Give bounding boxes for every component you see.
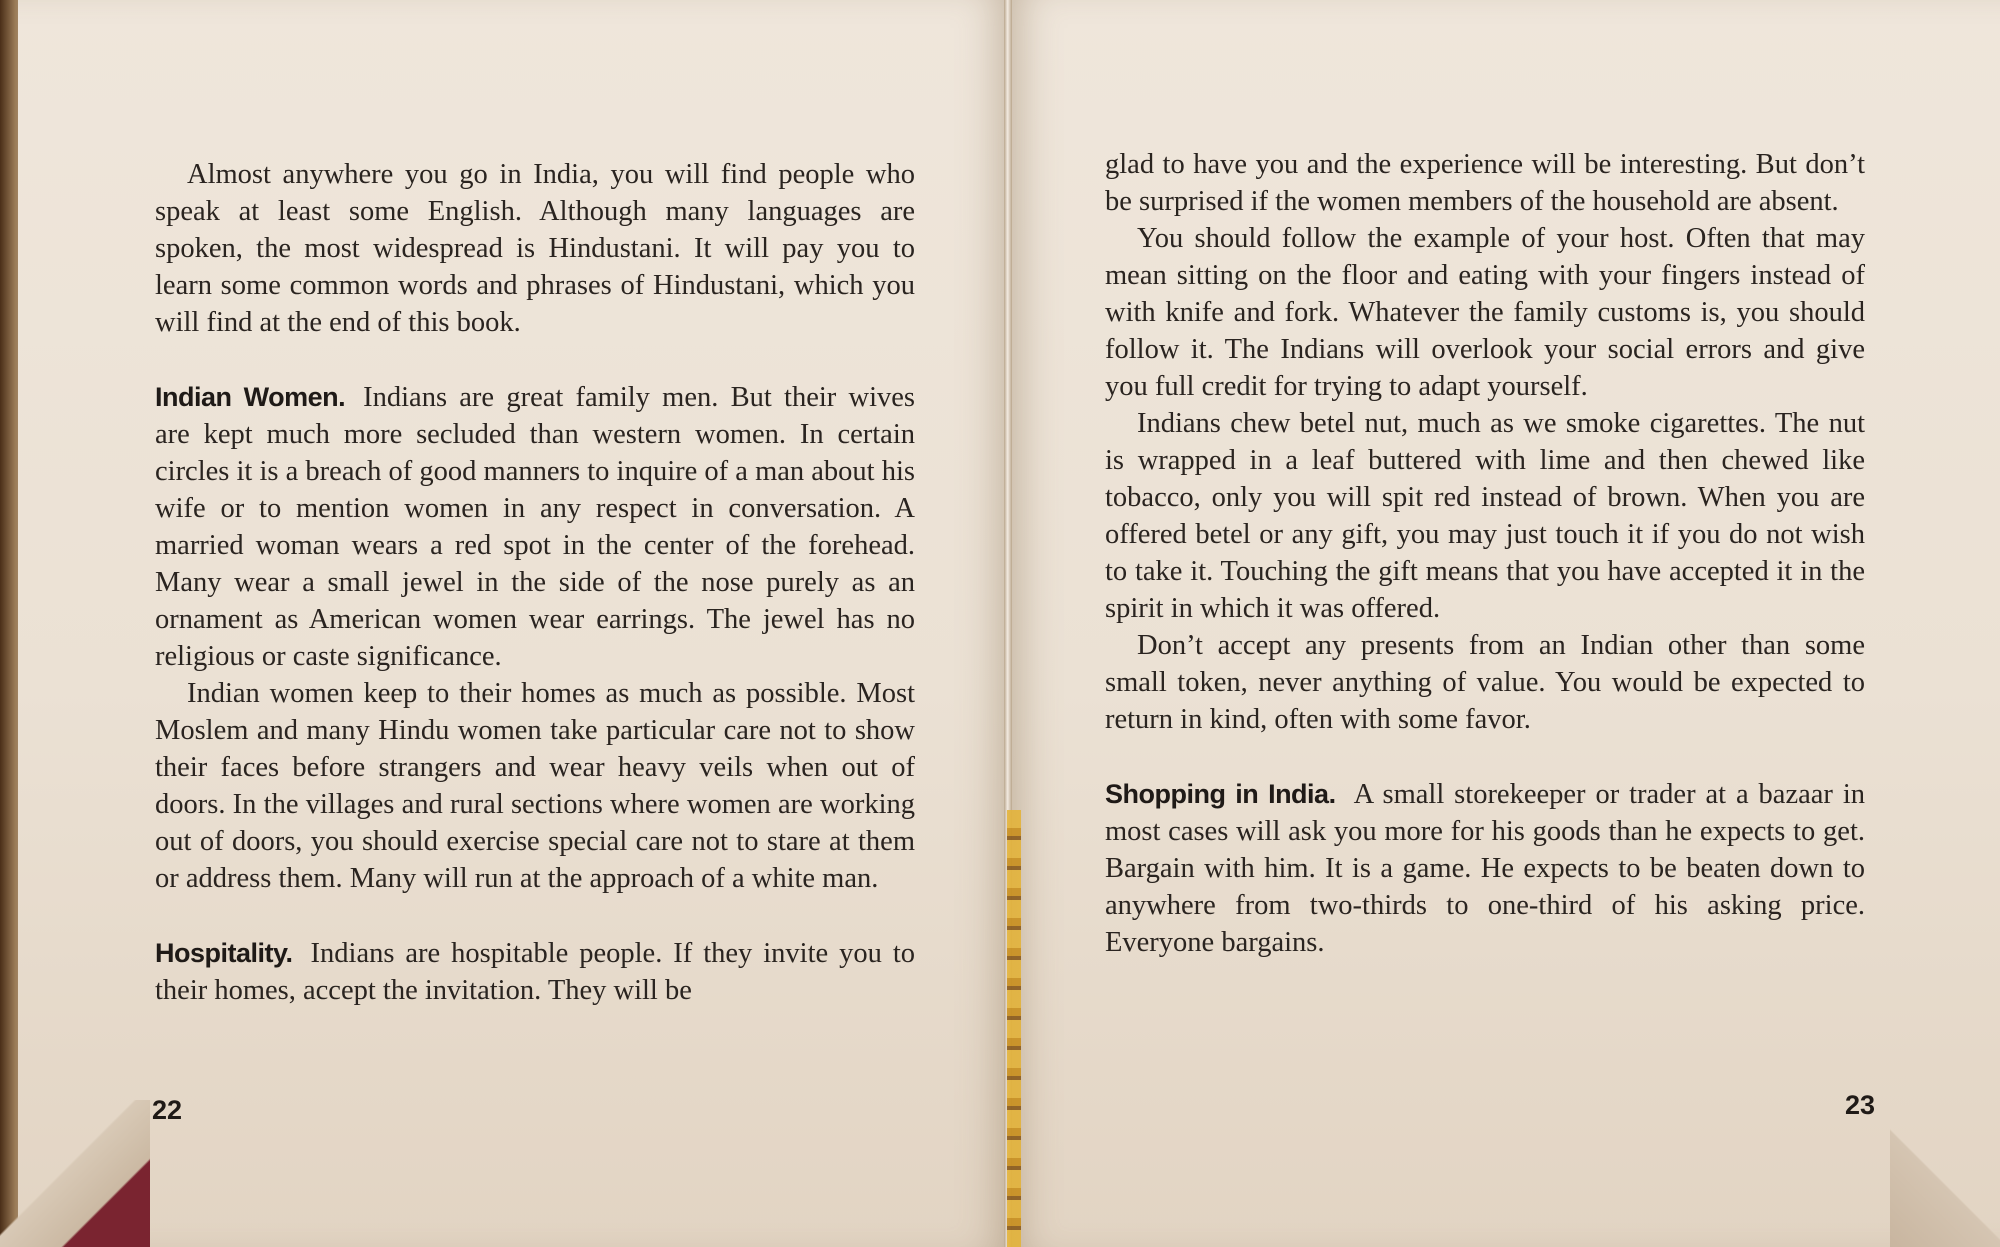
hospitality-paragraph-1: Indians are hospitable people. If they invite you to their homes, accept the invitation. They will be [155,938,915,1006]
indian-women-paragraph-2: Indian women keep to their homes as much as possible. Most Moslem and many Hindu women take particular care not to show their faces before strangers and wear heavy veils when out of doors. In the villages and rural sections where women are working out of doors, you should exercise special care not to stare at them or address them. Many will run at the approach of a white man. [155,678,915,894]
indian-women-heading: Indian Women. [155,382,346,412]
hospitality-heading: Hospitality. [155,938,293,968]
hospitality-continued-paragraph: glad to have you and the experience will be interesting. But don’t be surprised if the women members of the household are absent. [1105,149,1865,217]
page-number-left: 22 [152,1095,183,1125]
indian-women-paragraph-1: Indians are great family men. But their wives are kept much more secluded than western women. In certain circles it is a breach of good manners to inquire of a man about his wife or to mention women in any respect in conversation. A married woman wears a red spot in the center of the forehead. Many wear a small jewel in the side of the nose purely as an ornament as American women wear earrings. The jewel has no religious or caste significance. [155,382,915,672]
shopping-paragraph-1: A small storekeeper or trader at a bazaar in most cases will ask you more for his goods than he expects to get. Bargain with him. It is a game. He expects to be beaten down to anywhere from two-thirds to one-third of his asking price. Everyone bargains. [1105,779,1865,958]
left-page-text [155,156,915,1009]
page-number-right: 23 [1845,1090,1876,1120]
worn-corner-right [1890,1120,2000,1247]
hospitality-section [155,935,915,1009]
intro-paragraph: Almost anywhere you go in India, you will find people who speak at least some English. Although many languages are spoken, the most widespread is Hindustani. It will pay you to learn some common words and phrases of Hindustani, which you will find at the end of this book. [155,159,915,338]
betel-nut-paragraph: Indians chew betel nut, much as we smoke cigarettes. The nut is wrapped in a leaf buttered with lime and then chewed like tobacco, only you will spit red instead of brown. When you are offered betel or any gift, you may just touch it if you do not wish to take it. Touching the gift means that you have accepted it in the spirit in which it was offered. [1105,408,1865,624]
follow-host-paragraph: You should follow the example of your host. Often that may mean sitting on the floor and eating with your fingers instead of with knife and fork. Whatever the family customs is, you should follow it. The Indians will overlook your social errors and give you full credit for trying to adapt yourself. [1105,223,1865,402]
shopping-heading: Shopping in India. [1105,779,1336,809]
right-page-text [1105,146,1865,961]
worn-corner-left [0,1100,150,1247]
shopping-section [1105,776,1865,961]
binding-tape [1007,810,1021,1247]
indian-women-section [155,379,915,675]
presents-paragraph: Don’t accept any presents from an Indian other than some small token, never anything of value. You would be expected to return in kind, often with some favor. [1105,630,1865,735]
